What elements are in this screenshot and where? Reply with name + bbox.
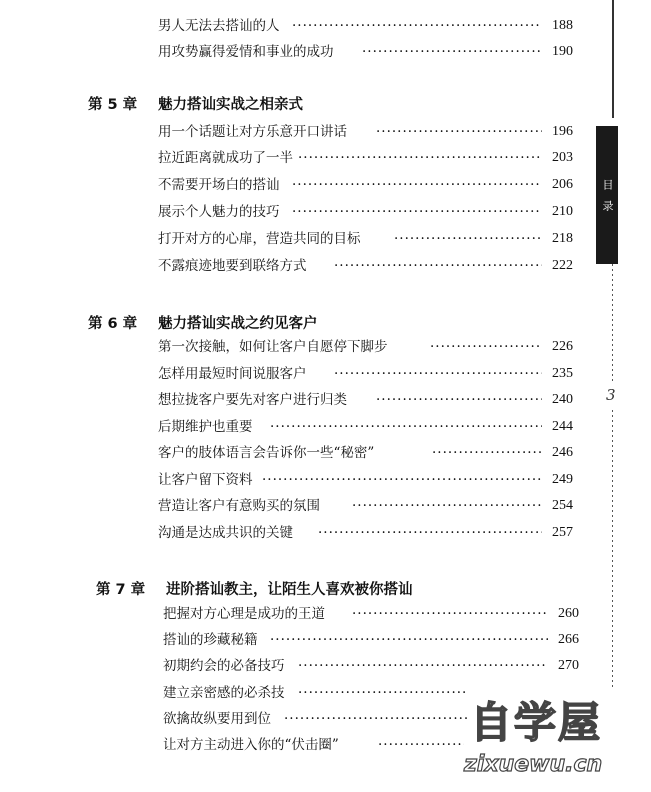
toc-entry[interactable] bbox=[0, 174, 651, 196]
toc-entry-page: 210 bbox=[552, 204, 573, 219]
toc-entry[interactable] bbox=[0, 442, 651, 464]
dot-leader bbox=[298, 682, 468, 704]
toc-entry[interactable] bbox=[0, 522, 651, 544]
toc-entry-title: 展示个人魅力的技巧 bbox=[158, 204, 280, 220]
toc-entry-page: 190 bbox=[552, 44, 573, 59]
toc-side-tab bbox=[596, 126, 618, 264]
chapter-title: 魅力搭讪实战之约见客户 bbox=[158, 316, 318, 332]
toc-entry-title: 把握对方心理是成功的王道 bbox=[163, 606, 325, 622]
dot-leader bbox=[284, 708, 468, 730]
toc-entry-page: 188 bbox=[552, 18, 573, 33]
toc-entry-page: 254 bbox=[552, 498, 573, 513]
toc-entry-page: 196 bbox=[552, 124, 573, 139]
toc-entry-page: 206 bbox=[552, 177, 573, 192]
dot-leader bbox=[292, 15, 542, 37]
toc-entry-page: 260 bbox=[558, 606, 579, 621]
toc-entry[interactable] bbox=[0, 389, 651, 411]
toc-entry-page: 266 bbox=[558, 632, 579, 647]
toc-entry-title: 怎样用最短时间说服客户 bbox=[158, 366, 307, 382]
toc-entry-title: 男人无法去搭讪的人 bbox=[158, 18, 280, 34]
toc-entry-title: 不需要开场白的搭讪 bbox=[158, 177, 280, 193]
page-number: 3 bbox=[606, 386, 616, 404]
chapter-heading[interactable] bbox=[0, 93, 651, 117]
toc-entry-title: 后期维护也重要 bbox=[158, 419, 253, 435]
toc-entry[interactable] bbox=[0, 629, 651, 651]
watermark-en: zixuewu.cn bbox=[464, 752, 603, 777]
toc-entry-page: 240 bbox=[552, 392, 573, 407]
dot-leader bbox=[318, 522, 542, 544]
toc-entry-page: 235 bbox=[552, 366, 573, 381]
toc-entry-page: 244 bbox=[552, 419, 573, 434]
toc-entry[interactable] bbox=[0, 603, 651, 625]
toc-entry-page: 218 bbox=[552, 231, 573, 246]
toc-entry-title: 让客户留下资料 bbox=[158, 472, 253, 488]
page-edge-dotted-line bbox=[612, 264, 613, 384]
dot-leader bbox=[270, 416, 542, 438]
dot-leader bbox=[394, 228, 542, 250]
page-edge-line bbox=[612, 0, 614, 118]
toc-entry[interactable] bbox=[0, 495, 651, 517]
toc-entry[interactable] bbox=[0, 416, 651, 438]
chapter-label: 第 5 章 bbox=[88, 97, 138, 113]
dot-leader bbox=[352, 495, 542, 517]
toc-entry-page: 270 bbox=[558, 658, 579, 673]
chapter-label: 第 7 章 bbox=[96, 582, 146, 598]
toc-entry[interactable] bbox=[0, 655, 651, 677]
dot-leader bbox=[376, 121, 542, 143]
toc-entry-title: 不露痕迹地要到联络方式 bbox=[158, 258, 307, 274]
dot-leader bbox=[262, 469, 542, 491]
toc-entry-page: 257 bbox=[552, 525, 573, 540]
toc-entry-title: 用一个话题让对方乐意开口讲话 bbox=[158, 124, 347, 140]
toc-entry-page: 222 bbox=[552, 258, 573, 273]
dot-leader bbox=[352, 603, 548, 625]
dot-leader bbox=[298, 655, 548, 677]
dot-leader bbox=[432, 442, 542, 464]
chapter-label: 第 6 章 bbox=[88, 316, 138, 332]
toc-entry-title: 想拉拢客户要先对客户进行归类 bbox=[158, 392, 347, 408]
watermark-cn: 自学屋 bbox=[470, 698, 603, 747]
toc-entry-title: 搭讪的珍藏秘籍 bbox=[163, 632, 258, 648]
toc-entry-title: 用攻势赢得爱情和事业的成功 bbox=[158, 44, 334, 60]
toc-entry-title: 初期约会的必备技巧 bbox=[163, 658, 285, 674]
toc-entry[interactable] bbox=[0, 15, 651, 37]
toc-entry-title: 第一次接触，如何让客户自愿停下脚步 bbox=[158, 339, 388, 355]
toc-entry-title: 拉近距离就成功了一半 bbox=[158, 150, 293, 166]
dot-leader bbox=[292, 174, 542, 196]
chapter-title: 进阶搭讪教主，让陌生人喜欢被你搭讪 bbox=[166, 582, 413, 598]
side-tab-char: 录 bbox=[601, 200, 614, 211]
dot-leader bbox=[270, 629, 548, 651]
toc-entry-title: 欲擒故纵要用到位 bbox=[163, 711, 271, 727]
page-edge-dotted-line bbox=[612, 410, 613, 690]
toc-entry[interactable] bbox=[0, 228, 651, 250]
toc-entry[interactable] bbox=[0, 255, 651, 277]
toc-entry-page: 246 bbox=[552, 445, 573, 460]
chapter-title: 魅力搭讪实战之相亲式 bbox=[158, 97, 303, 113]
toc-entry[interactable] bbox=[0, 41, 651, 63]
toc-entry-page: 203 bbox=[552, 150, 573, 165]
toc-entry[interactable] bbox=[0, 363, 651, 385]
dot-leader bbox=[334, 363, 542, 385]
dot-leader bbox=[376, 389, 542, 411]
toc-entry-title: 打开对方的心扉，营造共同的目标 bbox=[158, 231, 361, 247]
toc-entry-title: 营造让客户有意购买的氛围 bbox=[158, 498, 320, 514]
toc-entry-title: 让对方主动进入你的“伏击圈” bbox=[163, 737, 339, 753]
toc-entry[interactable] bbox=[0, 201, 651, 223]
toc-entry-page: 249 bbox=[552, 472, 573, 487]
dot-leader bbox=[378, 734, 464, 756]
toc-entry-title: 客户的肢体语言会告诉你一些“秘密” bbox=[158, 445, 375, 461]
toc-entry-title: 沟通是达成共识的关键 bbox=[158, 525, 293, 541]
dot-leader bbox=[334, 255, 542, 277]
chapter-heading[interactable] bbox=[0, 312, 651, 336]
toc-entry[interactable] bbox=[0, 121, 651, 143]
side-tab-char: 目 bbox=[601, 179, 614, 190]
dot-leader bbox=[430, 336, 542, 358]
toc-entry-title: 建立亲密感的必杀技 bbox=[163, 685, 285, 701]
toc-entry[interactable] bbox=[0, 469, 651, 491]
toc-entry[interactable] bbox=[0, 336, 651, 358]
dot-leader bbox=[362, 41, 542, 63]
dot-leader bbox=[298, 147, 542, 169]
toc-entry-page: 226 bbox=[552, 339, 573, 354]
toc-entry[interactable] bbox=[0, 147, 651, 169]
chapter-heading[interactable] bbox=[0, 578, 651, 602]
dot-leader bbox=[292, 201, 542, 223]
